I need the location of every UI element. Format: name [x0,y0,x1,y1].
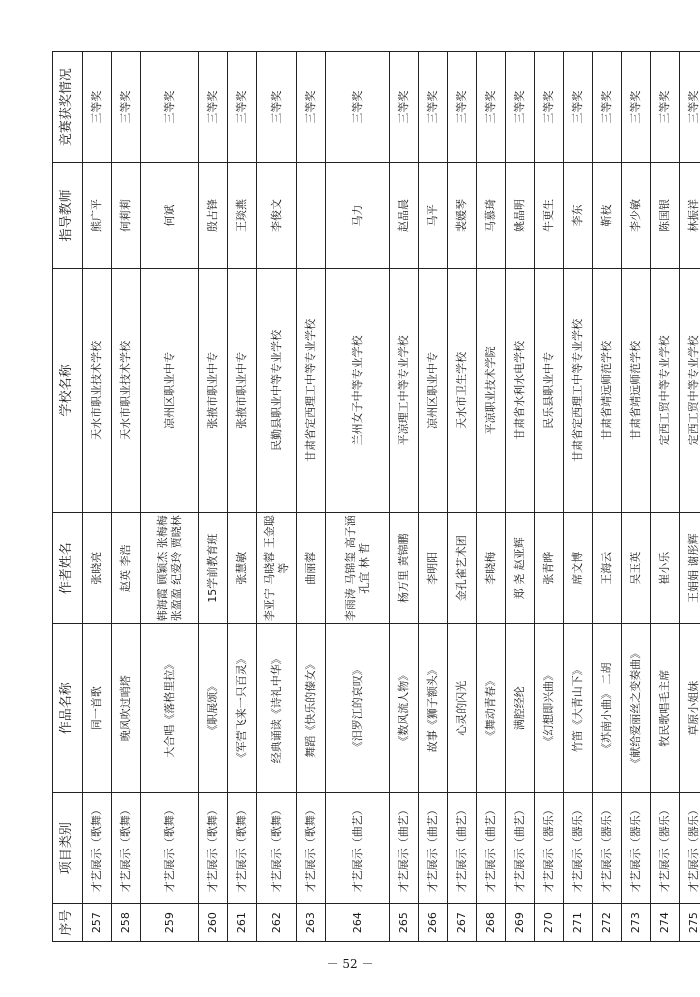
work-title: 竹笛《大青山下》 [564,624,593,793]
row-number: 274 [651,904,680,942]
table-row [506,52,535,942]
author-names: 郑 尧 赵亚辉 [506,513,535,624]
row-number: 261 [228,904,257,942]
work-title: 《职展颂》 [199,624,228,793]
table-row [257,52,297,942]
author-names: 王海云 [593,513,622,624]
table-row [199,52,228,942]
author-names: 吴玉英 [622,513,651,624]
school-name: 平凉职业技术学院 [477,268,506,512]
award-result: 三等奖 [535,52,564,163]
school-name: 凉州区职业中专 [419,268,448,512]
project-category: 才艺展示（歌舞） [199,793,228,904]
author-names: 李雨涛 马锦玺 高子涵 孔宜 林 哲 [326,513,390,624]
project-category: 才艺展示（歌舞） [297,793,326,904]
author-names: 李明阳 [419,513,448,624]
work-title: 《献给爱丽丝之变奏曲》 [622,624,651,793]
row-number: 263 [297,904,326,942]
table-row [477,52,506,942]
work-title: 《幻想即兴曲》 [535,624,564,793]
instructor: 何莉莉 [112,163,141,269]
instructor: 陈国银 [651,163,680,269]
table-row [622,52,651,942]
author-names: 韩海霞 顾颖杰 张梅梅 张盈盈 纪爱玲 贾晓林 [141,513,199,624]
work-title: 心灵的闪光 [448,624,477,793]
project-category: 才艺展示（器乐） [680,793,700,904]
author-names: 崔小乐 [651,513,680,624]
table-row [297,52,326,942]
work-title: 大合唱《落格里拉》 [141,624,199,793]
column-header: 学校名称 [53,268,83,512]
award-result: 三等奖 [564,52,593,163]
award-result: 三等奖 [297,52,326,163]
project-category: 才艺展示（歌舞） [112,793,141,904]
project-category: 才艺展示（歌舞） [141,793,199,904]
row-number: 264 [326,904,390,942]
award-result: 三等奖 [326,52,390,163]
instructor: 王琰燕 [228,163,257,269]
column-header: 序号 [53,904,83,942]
row-number: 272 [593,904,622,942]
author-names: 曲丽蓉 [297,513,326,624]
row-number: 270 [535,904,564,942]
row-number: 259 [141,904,199,942]
row-number: 258 [112,904,141,942]
project-category: 才艺展示（器乐） [535,793,564,904]
row-number: 271 [564,904,593,942]
school-name: 民乐县职业中专 [535,268,564,512]
school-name: 兰州女子中等专业学校 [326,268,390,512]
instructor: 李俊文 [257,163,297,269]
work-title: 《舞动青春》 [477,624,506,793]
work-title: 《军营飞来一只百灵》 [228,624,257,793]
award-result: 三等奖 [390,52,419,163]
school-name: 民勤县职业中等专业学校 [257,268,297,512]
project-category: 才艺展示（曲艺） [506,793,535,904]
project-category: 才艺展示（歌舞） [228,793,257,904]
author-names: 金孔雀艺术团 [448,513,477,624]
table-row [112,52,141,942]
project-category: 才艺展示（曲艺） [419,793,448,904]
author-names: 席文博 [564,513,593,624]
author-names: 张晓亮 [83,513,112,624]
school-name: 甘肃省定西理工中等专业学校 [297,268,326,512]
school-name: 定西工贸中等专业学校 [680,268,700,512]
author-names: 15学前教育班 [199,513,228,624]
author-names: 李亚宁 马晓蓉 王金聪等 [257,513,297,624]
award-result: 三等奖 [199,52,228,163]
page-number: － 52 － [326,957,374,971]
author-names: 张慧敏 [228,513,257,624]
table-row [680,52,700,942]
table-row [326,52,390,942]
column-header: 作者姓名 [53,513,83,624]
award-result: 三等奖 [257,52,297,163]
school-name: 张掖市职业中专 [199,268,228,512]
instructor [297,163,326,269]
work-title: 《数风流人物》 [390,624,419,793]
school-name: 天水市卫生学校 [448,268,477,512]
row-number: 266 [419,904,448,942]
author-names: 赵英 李浩 [112,513,141,624]
school-name: 甘肃省靖远师范学校 [622,268,651,512]
row-number: 273 [622,904,651,942]
column-header: 指导教师 [53,163,83,269]
work-title: 舞蹈《快乐的傣女》 [297,624,326,793]
school-name: 张掖市职业中专 [228,268,257,512]
school-name: 凉州区职业中专 [141,268,199,512]
work-title: 牧民歌唱毛主席 [651,624,680,793]
award-result: 三等奖 [83,52,112,163]
author-names: 李晓梅 [477,513,506,624]
table-row [419,52,448,942]
work-title: 晚风吹过哨塔 [112,624,141,793]
award-result: 三等奖 [593,52,622,163]
award-result: 三等奖 [141,52,199,163]
instructor: 赵晶晨 [390,163,419,269]
table-body [83,52,700,942]
school-name: 甘肃省定西理工中等专业学校 [564,268,593,512]
work-title: 同一首歌 [83,624,112,793]
project-category: 才艺展示（曲艺） [326,793,390,904]
project-category: 才艺展示（器乐） [622,793,651,904]
row-number: 268 [477,904,506,942]
instructor: 李少敏 [622,163,651,269]
column-header: 竞赛获奖情况 [53,52,83,163]
instructor: 裴媛琴 [448,163,477,269]
work-title: 满腔经纶 [506,624,535,793]
award-result: 三等奖 [680,52,700,163]
instructor: 殷占锋 [199,163,228,269]
table-row [651,52,680,942]
row-number: 267 [448,904,477,942]
table-row [448,52,477,942]
row-number: 269 [506,904,535,942]
table-row [564,52,593,942]
instructor: 林振祥 [680,163,700,269]
project-category: 才艺展示（曲艺） [390,793,419,904]
author-names: 张青晔 [535,513,564,624]
row-number: 262 [257,904,297,942]
work-title: 草原小姐妹 [680,624,700,793]
school-name: 甘肃省靖远师范学校 [593,268,622,512]
school-name: 天水市职业技术学校 [112,268,141,512]
table-row [390,52,419,942]
instructor: 马平 [419,163,448,269]
school-name: 定西工贸中等专业学校 [651,268,680,512]
project-category: 才艺展示（曲艺） [448,793,477,904]
row-number: 260 [199,904,228,942]
table-row [535,52,564,942]
work-title: 《汨罗江的哀叹》 [326,624,390,793]
instructor: 马慕琦 [477,163,506,269]
instructor: 靳枝 [593,163,622,269]
instructor: 李东 [564,163,593,269]
work-title: 经典诵读《诗礼中华》 [257,624,297,793]
award-result: 三等奖 [622,52,651,163]
column-header: 作品名称 [53,624,83,793]
award-result: 三等奖 [228,52,257,163]
instructor: 牛更生 [535,163,564,269]
instructor: 姚晶明 [506,163,535,269]
award-result: 三等奖 [419,52,448,163]
project-category: 才艺展示（歌舞） [83,793,112,904]
project-category: 才艺展示（曲艺） [477,793,506,904]
author-names: 王娟娟 谢彤辉 [680,513,700,624]
row-number: 275 [680,904,700,942]
table-row [593,52,622,942]
column-header: 项目类别 [53,793,83,904]
author-names: 杨万里 黄锦鹏 [390,513,419,624]
school-name: 平凉理工中等专业学校 [390,268,419,512]
table-row [83,52,112,942]
award-result: 三等奖 [506,52,535,163]
project-category: 才艺展示（器乐） [651,793,680,904]
table-row [141,52,199,942]
school-name: 甘肃省水利水电学校 [506,268,535,512]
work-title: 故事《狮子额头》 [419,624,448,793]
project-category: 才艺展示（歌舞） [257,793,297,904]
table-header-row [53,52,83,942]
row-number: 265 [390,904,419,942]
award-result: 三等奖 [651,52,680,163]
table-row [228,52,257,942]
instructor: 熊广平 [83,163,112,269]
award-result: 三等奖 [448,52,477,163]
instructor: 何斌 [141,163,199,269]
rotated-page [52,51,700,942]
project-category: 才艺展示（器乐） [564,793,593,904]
row-number: 257 [83,904,112,942]
project-category: 才艺展示（器乐） [593,793,622,904]
award-result: 三等奖 [477,52,506,163]
awards-table [52,51,700,942]
instructor: 马力 [326,163,390,269]
school-name: 天水市职业技术学校 [83,268,112,512]
work-title: 《苏南小曲》 二胡 [593,624,622,793]
award-result: 三等奖 [112,52,141,163]
